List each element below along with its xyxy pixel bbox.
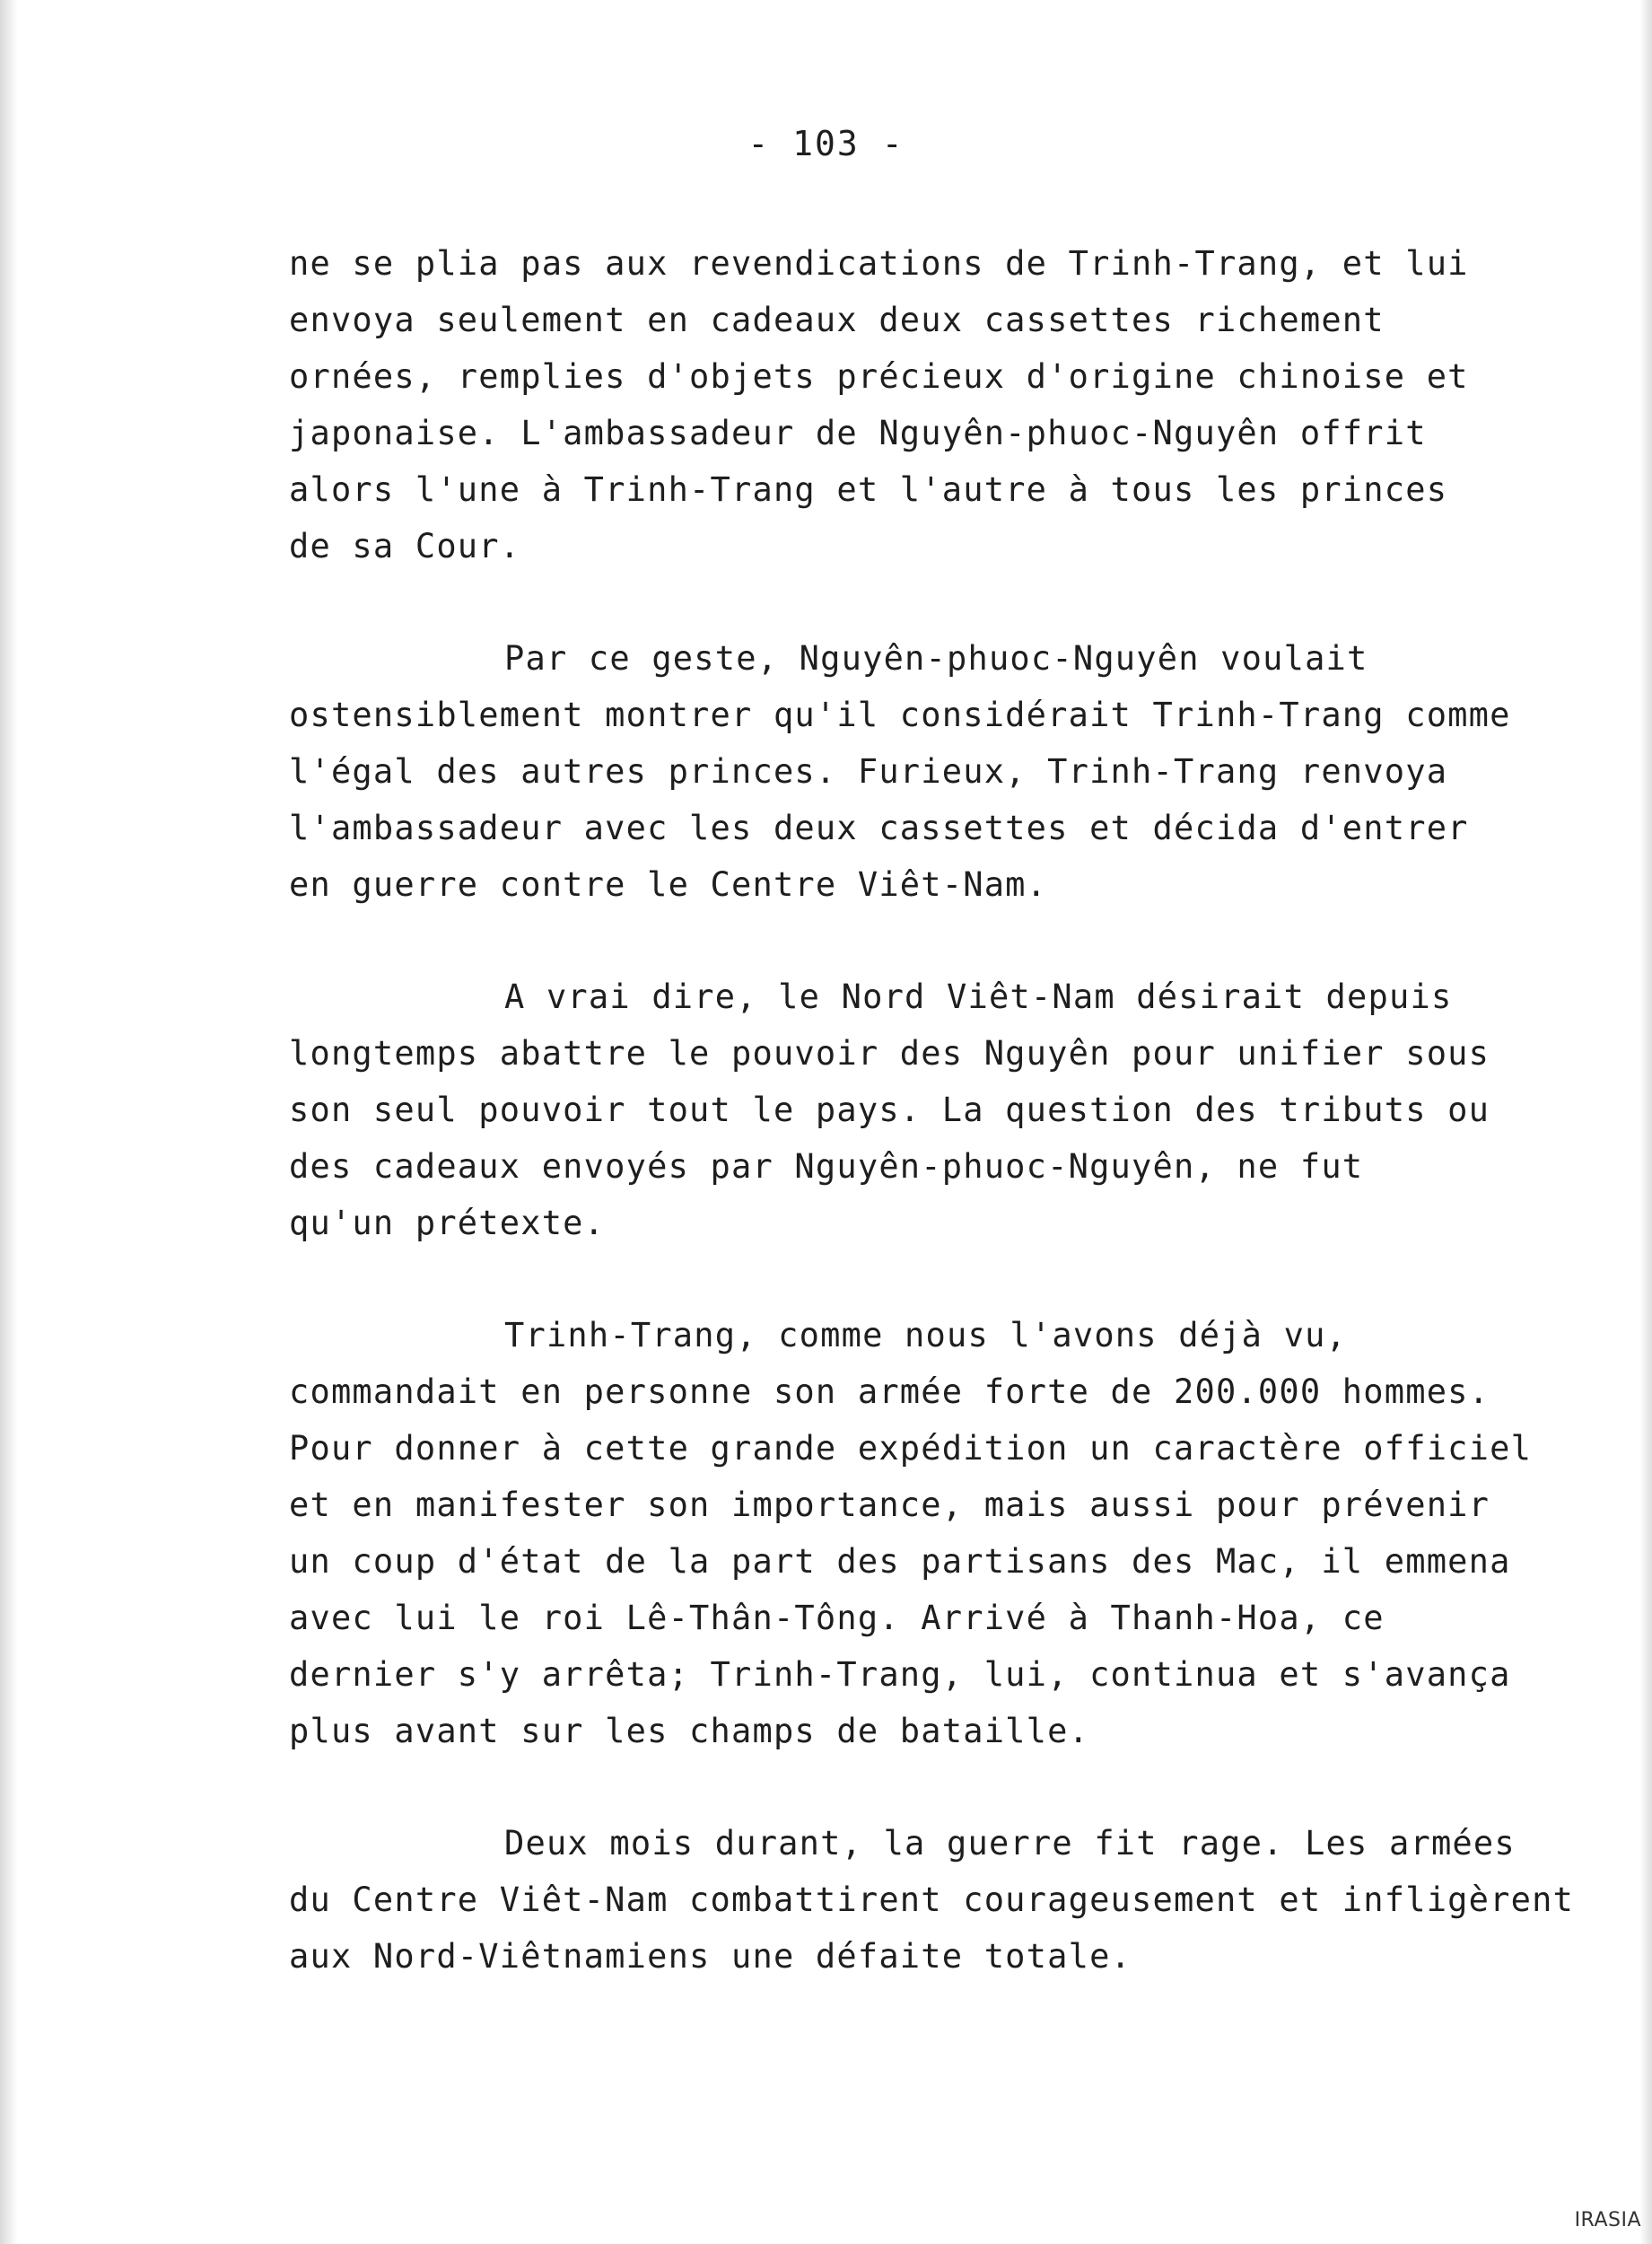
text-line: envoya seulement en cadeaux deux cassettes richement [289,301,1385,339]
scan-edge-left [0,0,18,2244]
paragraph [289,235,1617,574]
text-line: dernier s'y arrêta; Trinh-Trang, lui, continua et s'avança [289,1655,1511,1694]
text-line: commandait en personne son armée forte de 200.000 hommes. [289,1372,1490,1411]
archive-watermark: IRASIA [1574,2209,1641,2231]
text-line: du Centre Viêt-Nam combattirent courageusement et infligèrent [289,1880,1575,1919]
text-line: aux Nord-Viêtnamiens une défaite totale. [289,1937,1132,1976]
text-line: Deux mois durant, la guerre fit rage. Les armées [504,1824,1516,1863]
paragraph [289,969,1617,1251]
text-line: l'égal des autres princes. Furieux, Trinh-Trang renvoya [289,752,1448,791]
text-line: de sa Cour. [289,527,521,565]
text-line: longtemps abattre le pouvoir des Nguyên pour unifier sous [289,1034,1490,1073]
text-line: l'ambassadeur avec les deux cassettes et décida d'entrer [289,809,1469,847]
text-line: un coup d'état de la part des partisans des Mac, il emmena [289,1542,1511,1581]
paragraph [289,630,1617,913]
page-number: - 103 - [747,124,905,163]
scan-edge-right [1639,0,1652,2244]
document-body [289,235,1617,1985]
text-line: A vrai dire, le Nord Viêt-Nam désirait depuis [504,977,1453,1016]
text-line: qu'un prétexte. [289,1204,606,1242]
text-line: en guerre contre le Centre Viêt-Nam. [289,865,1048,904]
text-line: Trinh-Trang, comme nous l'avons déjà vu, [504,1316,1348,1354]
text-line: alors l'une à Trinh-Trang et l'autre à tous les princes [289,470,1448,509]
text-line: ne se plia pas aux revendications de Trinh-Trang, et lui [289,244,1469,283]
text-line: ostensiblement montrer qu'il considérait Trinh-Trang comme [289,696,1511,734]
text-line: des cadeaux envoyés par Nguyên-phuoc-Nguyên, ne fut [289,1147,1364,1186]
text-line: ornées, remplies d'objets précieux d'origine chinoise et [289,357,1469,396]
text-line: son seul pouvoir tout le pays. La question des tributs ou [289,1091,1490,1129]
paragraph [289,1815,1617,1985]
text-line: Pour donner à cette grande expédition un caractère officiel [289,1429,1533,1468]
paragraph [289,1307,1617,1759]
text-line: avec lui le roi Lê-Thân-Tông. Arrivé à Thanh-Hoa, ce [289,1599,1385,1637]
text-line: Par ce geste, Nguyên-phuoc-Nguyên voulait [504,639,1368,678]
text-line: plus avant sur les champs de bataille. [289,1712,1090,1750]
text-line: japonaise. L'ambassadeur de Nguyên-phuoc-Nguyên offrit [289,414,1427,452]
text-line: et en manifester son importance, mais aussi pour prévenir [289,1486,1490,1524]
